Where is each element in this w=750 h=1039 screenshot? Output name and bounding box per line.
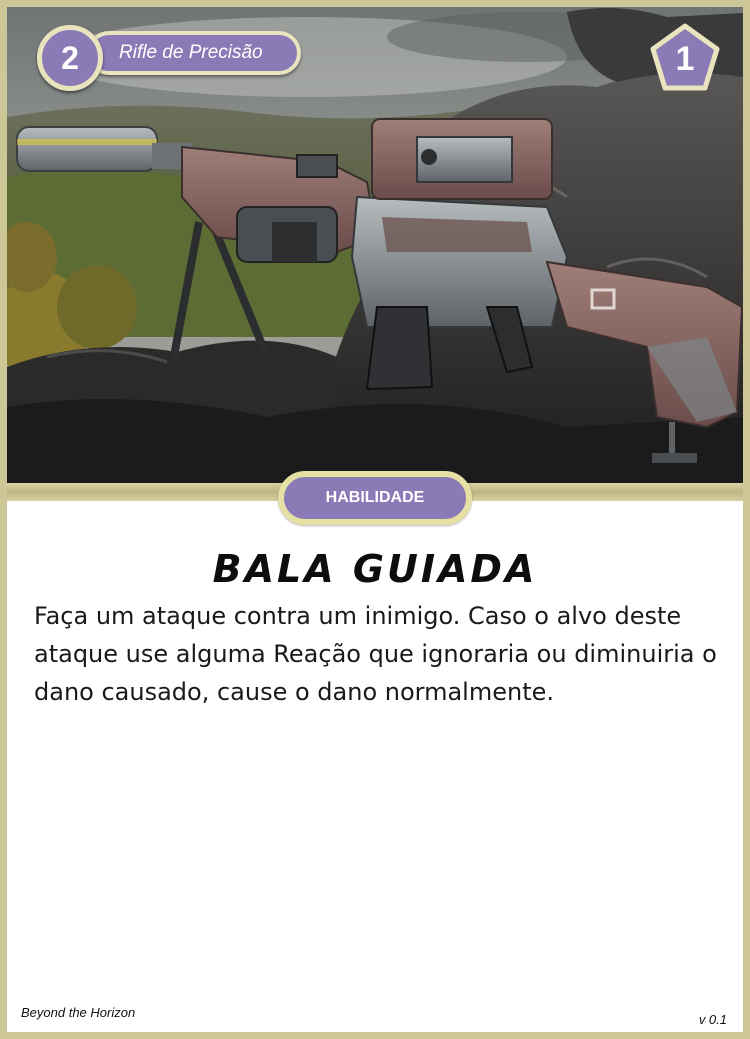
level-badge	[650, 23, 720, 91]
version-label: v 0.1	[698, 1012, 727, 1027]
level-number: 1	[675, 39, 695, 78]
card-title: BALA GUIADA	[212, 547, 538, 591]
sniper-rifle-illustration	[7, 7, 743, 483]
cost-badge: 2	[37, 25, 103, 91]
weapon-class-banner: Rifle de Precisão	[87, 31, 301, 75]
game-name: Beyond the Horizon	[21, 1005, 136, 1020]
card-type-label: HABILIDADE	[278, 471, 472, 525]
card-description: Faça um ataque contra um inimigo. Caso o alvo deste ataque use alguma Reação que ignoraria ou diminuiria o dano causado, cause o dano normalmente.	[34, 602, 717, 706]
card-artwork	[7, 7, 743, 483]
